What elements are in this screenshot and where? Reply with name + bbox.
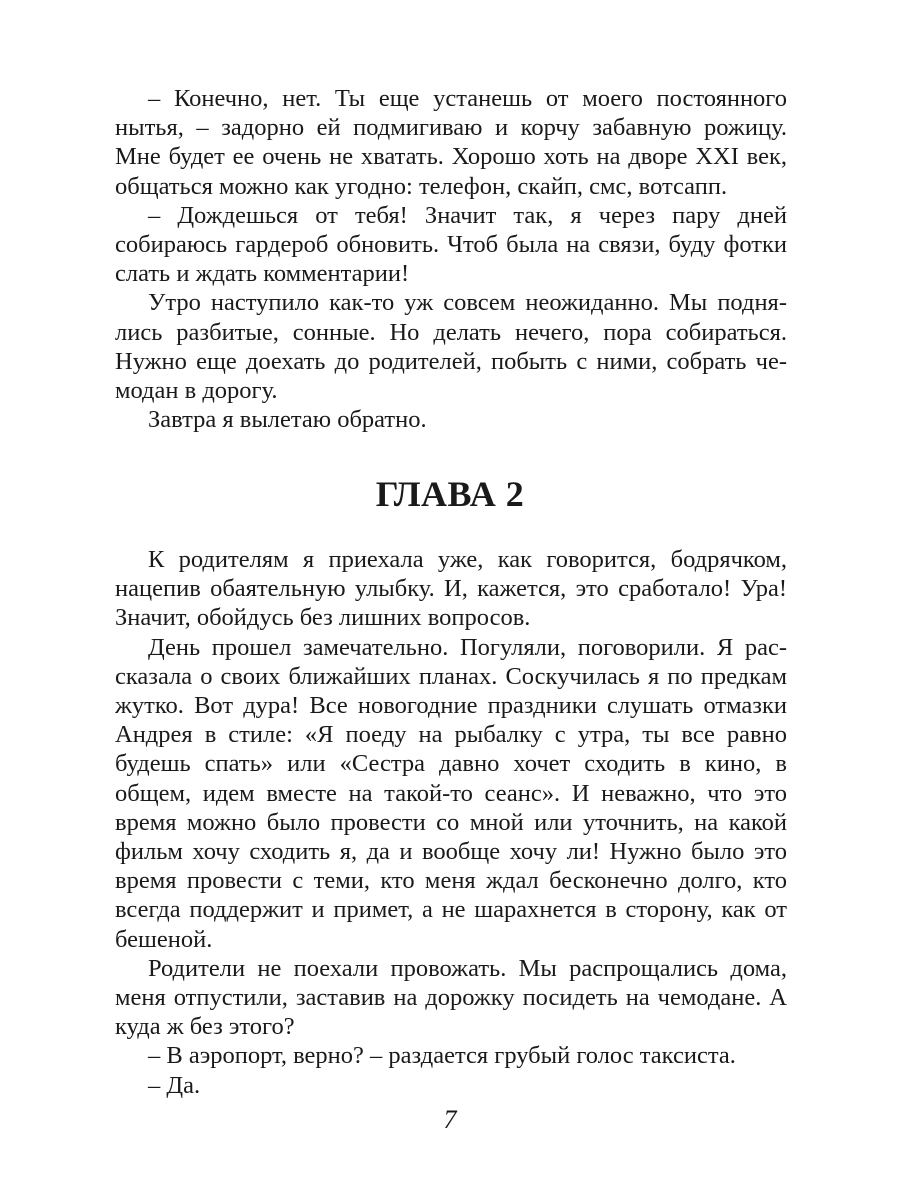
- text-block-bottom: [115, 545, 787, 1100]
- paragraph: Родители не поехали провожать. Мы распрощались дома, меня отпустили, заставив на дорожку посидеть на чемодане. А куда ж без этого?: [115, 954, 787, 1041]
- paragraph: Завтра я вылетаю обратно.: [148, 406, 427, 434]
- paragraph: – В аэропорт, верно? – раздается грубый голос таксиста.: [148, 1042, 736, 1070]
- paragraph: К родителям я приехала уже, как говорится, бодрячком, нацепив обаятельную улыбку. И, кажется, это сработало! Ура! Значит, обойдусь без лишних вопросов.: [115, 546, 787, 632]
- paragraph: Утро наступило как-то уж совсем неожиданно. Мы поднялись разбитые, сонные. Но делать нечего, пора собираться. Нужно еще доехать до родителей, побыть с ними, собрать чемодан в дорогу.: [115, 289, 787, 405]
- paragraph: – Дождешься от тебя! Значит так, я через пару дней собираюсь гардероб обновить. Чтоб была на связи, буду фотки слать и ждать комментарии!: [115, 201, 787, 288]
- page-number: 7: [443, 1105, 457, 1134]
- chapter-title: ГЛАВА 2: [375, 474, 525, 514]
- paragraph: – Конечно, нет. Ты еще устанешь от моего постоянного нытья, – задорно ей подмигиваю и корчу забавную рожицу. Мне будет ее очень не хватать. Хорошо хоть на дворе XXI век, общаться можно как угодно: телефон, скайп, смс, вотсапп.: [115, 85, 787, 200]
- paragraph: – Да.: [148, 1071, 201, 1099]
- text-block-top: [115, 84, 787, 434]
- paragraph: День прошел замечательно. Погуляли, поговорили. Я рассказала о своих ближайших планах. Соскучилась я по предкам жутко. Вот дура! Все новогодние праздники слушать отмазки Андрея в стиле: «Я поеду на рыбалку с утра, ты все равно будешь спать» или «Сестра давно хочет сходить в кино, в общем, идем вместе на такой-то сеанс». И неважно, что это время можно было провести со мной или уточнить, на какой фильм хочу сходить я, да и вообще хочу ли! Нужно было это время провести с теми, кто меня ждал бесконечно долго, кто всегда поддержит и примет, а не шарахнется в сторону, как от бешеной.: [115, 633, 787, 953]
